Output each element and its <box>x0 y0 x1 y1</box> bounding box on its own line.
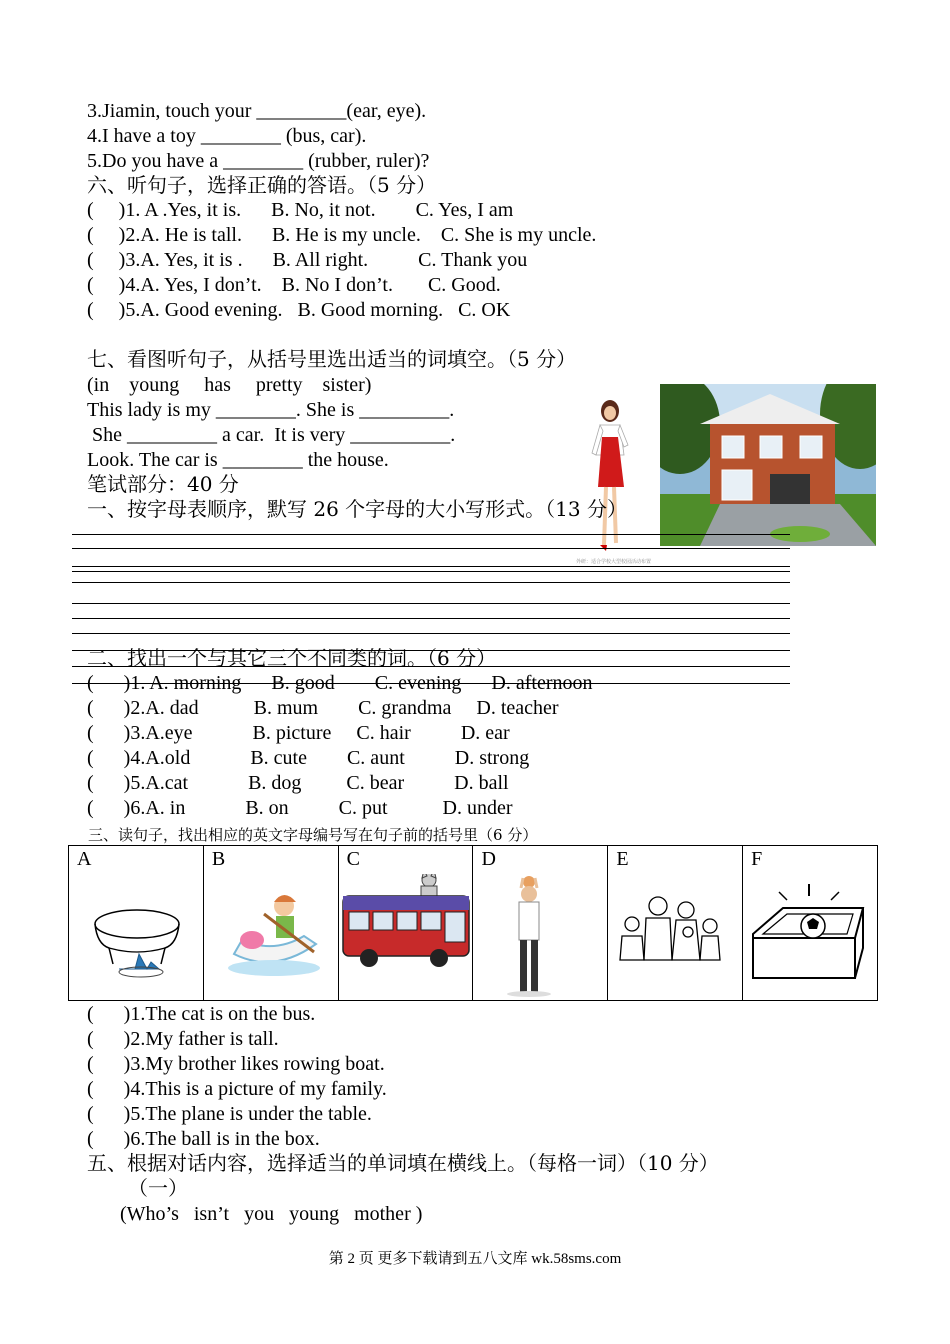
section2-item-2: ( )2.A. dad B. mum C. grandma D. teacher <box>87 697 559 719</box>
writing-line <box>72 618 790 619</box>
section3-item-5: ( )5.The plane is under the table. <box>87 1103 372 1125</box>
writing-line <box>72 633 790 634</box>
writing-line <box>72 582 790 583</box>
section6-item-3: ( )3.A. Yes, it is . B. All right. C. Thank you <box>87 249 528 271</box>
section3-item-1: ( )1.The cat is on the bus. <box>87 1003 316 1025</box>
picture-table <box>68 845 878 1001</box>
section3-item-2: ( )2.My father is tall. <box>87 1028 279 1050</box>
section3-item-4: ( )4.This is a picture of my family. <box>87 1078 387 1100</box>
section7-line-1: This lady is my ________. She is _________. <box>87 399 455 421</box>
picture-label-b: B <box>211 848 226 870</box>
section7-line-3: Look. The car is ________ the house. <box>87 449 389 471</box>
family-icon <box>608 874 742 1000</box>
section2-item-4: ( )4.A.old B. cute C. aunt D. strong <box>87 747 530 769</box>
section2-item-5: ( )5.A.cat B. dog C. bear D. ball <box>87 772 509 794</box>
section6-item-4: ( )4.A. Yes, I don’t. B. No I don’t. C. Good. <box>87 274 501 296</box>
section7-line-2: She _________ a car. It is very __________. <box>87 424 456 446</box>
picture-label-e: E <box>616 848 629 870</box>
page-footer: 第 2 页 更多下载请到五八文库 wk.58sms.com <box>328 1251 622 1267</box>
fill-line-3: 3.Jiamin, touch your _________(ear, eye). <box>87 100 427 122</box>
section6-item-5: ( )5.A. Good evening. B. Good morning. C. OK <box>87 299 511 321</box>
picture-cell-a <box>69 846 204 1000</box>
writing-line <box>72 534 790 535</box>
section7-word-bank: (in young has pretty sister) <box>87 374 372 396</box>
section2-item-3: ( )3.A.eye B. picture C. hair D. ear <box>87 722 510 744</box>
lady-image-caption: 外研：适合学校大型校园活动布置 <box>576 560 652 565</box>
section2-title: 二、找出一个与其它三个不同类的词。（6 分） <box>87 646 497 670</box>
section5-title: 五、根据对话内容，选择适当的单词填在横线上。（每格一词）（10 分） <box>87 1151 719 1175</box>
picture-cell-f <box>743 846 877 1000</box>
section6-title: 六、听句子，选择正确的答语。（5 分） <box>87 173 437 197</box>
section5-subtitle: （一） <box>128 1176 188 1200</box>
picture-cell-e <box>608 846 743 1000</box>
ball-box-icon <box>743 874 883 1000</box>
bus-cat-icon <box>339 874 473 1000</box>
section2-item-1: ( )1. A. morning B. good C. evening D. afternoon <box>87 672 593 694</box>
writing-line <box>72 566 790 567</box>
section2-item-6: ( )6.A. in B. on C. put D. under <box>87 797 513 819</box>
house-image <box>660 384 876 546</box>
section5-word-bank: (Who’s isn’t you young mother ) <box>120 1203 423 1225</box>
picture-label-f: F <box>751 848 763 870</box>
written-part-title: 笔试部分：40 分 <box>87 472 239 496</box>
rowing-boat-icon <box>204 874 338 1000</box>
picture-cell-b <box>204 846 339 1000</box>
section3-item-3: ( )3.My brother likes rowing boat. <box>87 1053 385 1075</box>
table-plane-icon <box>69 874 203 1000</box>
fill-line-4: 4.I have a toy ________ (bus, car). <box>87 125 367 147</box>
picture-label-d: D <box>481 848 496 870</box>
writing-line <box>72 603 790 604</box>
fill-line-5: 5.Do you have a ________ (rubber, ruler)? <box>87 150 430 172</box>
section6-item-1: ( )1. A .Yes, it is. B. No, it not. C. Yes, I am <box>87 199 514 221</box>
tall-man-icon <box>473 874 607 1000</box>
picture-label-c: C <box>346 848 360 870</box>
picture-cell-c <box>339 846 474 1000</box>
writing-line <box>72 548 790 549</box>
picture-label-a: A <box>77 848 92 870</box>
writing-line <box>72 571 790 572</box>
section7-title: 七、看图听句子，从括号里选出适当的词填空。（5 分） <box>87 347 577 371</box>
section6-item-2: ( )2.A. He is tall. B. He is my uncle. C. She is my uncle. <box>87 224 597 246</box>
section3-item-6: ( )6.The ball is in the box. <box>87 1128 320 1150</box>
lady-image <box>572 395 652 565</box>
section3-title: 三、读句子，找出相应的英文字母编号写在句子前的括号里（6 分） <box>88 826 538 844</box>
picture-cell-d <box>473 846 608 1000</box>
question1-title: 一、按字母表顺序，默写 26 个字母的大小写形式。（13 分） <box>87 497 627 521</box>
